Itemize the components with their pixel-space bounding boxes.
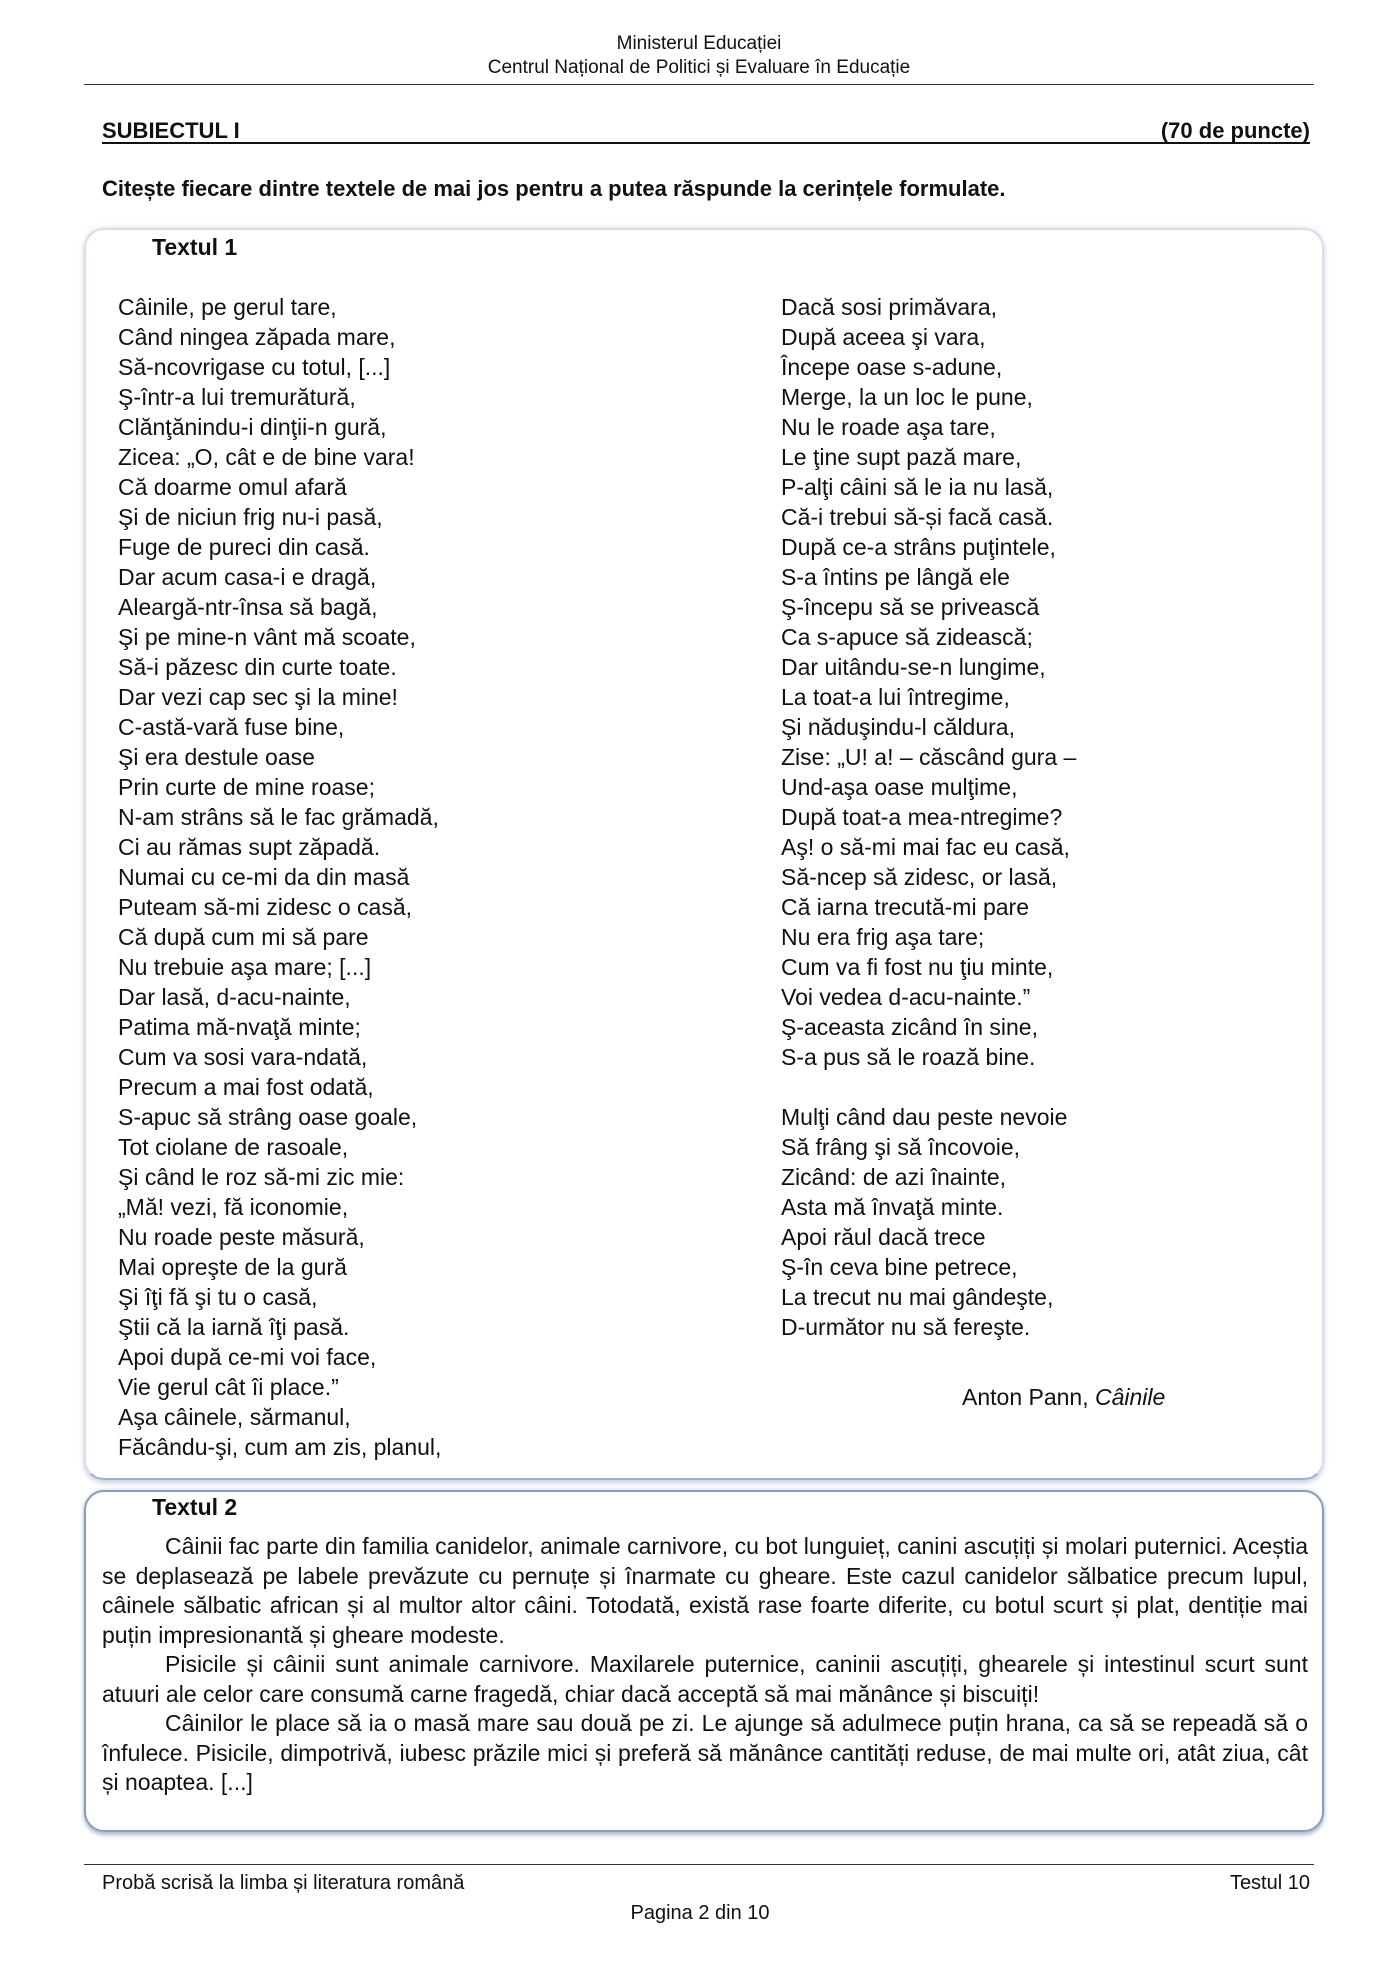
poem-line: Und-aşa oase mulţime, [781,774,1018,800]
poem-line: Apoi răul dacă trece [781,1224,986,1250]
poem-line: Aş! o să-mi mai fac eu casă, [781,834,1070,860]
poem-line: Să-i păzesc din curte toate. [118,654,397,680]
author-name: Anton Pann, [962,1384,1095,1410]
text2-body [102,1532,1308,1798]
poem-line: După aceea şi vara, [781,324,986,350]
poem-line: Ş-în ceva bine petrece, [781,1254,1018,1280]
poem-line: Nu trebuie aşa mare; [...] [118,954,372,980]
poem-line: Ş-aceasta zicând în sine, [781,1014,1038,1040]
poem-right-column [781,292,1076,1342]
poem-line: După toat-a mea-ntregime? [781,804,1063,830]
poem-line: Zise: „U! a! – căscând gura – [781,744,1077,770]
poem-line: Şi de niciun frig nu-i pasă, [118,504,383,530]
poem-line: Dar uitându-se-n lungime, [781,654,1046,680]
poem-line: Vie gerul cât îi place.” [118,1374,339,1400]
poem-line: Patima mă-nvaţă minte; [118,1014,361,1040]
poem-line: Mulţi când dau peste nevoie [781,1104,1068,1130]
header-divider [84,84,1314,85]
author-attribution [962,1384,1165,1411]
poem-line: La trecut nu mai gândeşte, [781,1284,1054,1310]
test-number: Testul 10 [1229,1872,1310,1894]
poem-line: N-am strâns să le fac grămadă, [118,804,439,830]
poem-line: Clănţănindu-i dinţii-n gură, [118,414,387,440]
poem-line: Ş-într-a lui tremurătură, [118,384,356,410]
footer-divider [84,1864,1314,1865]
poem-line: Numai cu ce-mi da din masă [118,864,410,890]
poem-line: După ce-a strâns puţintele, [781,534,1056,560]
work-title: Câinile [1095,1384,1166,1410]
poem-line: „Mă! vezi, fă iconomie, [118,1194,349,1220]
poem-line: Ca s-apuce să zidească; [781,624,1033,650]
poem-line: Voi vedea d-acu-nainte.” [781,984,1031,1010]
center-name: Centrul Național de Politici și Evaluare în Educație [487,57,911,78]
subject-heading [102,114,1310,144]
poem-line: Să-ncovrigase cu totul, [...] [118,354,391,380]
poem-line: Cum va fi fost nu ţiu minte, [781,954,1054,980]
subject-underline [102,142,1310,144]
poem-line: Să frâng şi să încovoie, [781,1134,1021,1160]
poem-line: Aleargă-ntr-însa să bagă, [118,594,378,620]
poem-line: Şi năduşindu-l căldura, [781,714,1015,740]
poem-line: Aşa câinele, sărmanul, [118,1404,351,1430]
page-number: Pagina 2 din 10 [630,1902,770,1924]
poem-line: Dar acum casa-i e dragă, [118,564,377,590]
poem-line: Ş-începu să se privească [781,594,1040,620]
poem-left-column [118,292,441,1462]
ministry-name: Ministerul Educației [616,33,782,54]
poem-line: Le ţine supt pază mare, [781,444,1022,470]
poem-line: Dar vezi cap sec şi la mine! [118,684,398,710]
poem-line: C-astă-vară fuse bine, [118,714,345,740]
poem-line: Zicând: de azi înainte, [781,1164,1007,1190]
poem-line: Asta mă învaţă minte. [781,1194,1004,1220]
poem-line: Nu roade peste măsură, [118,1224,365,1250]
instruction-text: Citește fiecare dintre textele de mai jos pentru a putea răspunde la cerințele formulate. [102,176,1006,201]
poem-line: D-următor nu să fereşte. [781,1314,1031,1340]
poem-line: Când ningea zăpada mare, [118,324,396,350]
paragraph: Câinilor le place să ia o masă mare sau două pe zi. Le ajunge să adulmece puțin hrana, ca să se repeadă să o înfulece. Pisicile, dimpotrivă, iubesc prăzile mici și preferă să mănânce cantități reduse, de mai multe ori, atât ziua, cât și noaptea. [...] [102,1710,1308,1795]
poem-line: Făcându-şi, cum am zis, planul, [118,1434,442,1460]
poem-line: Că doarme omul afară [118,474,347,500]
stanza-break [781,1072,1076,1102]
poem-line: La toat-a lui întregime, [781,684,1010,710]
poem-line: Începe oase s-adune, [781,354,1003,380]
poem-line: Să-ncep să zidesc, or lasă, [781,864,1058,890]
poem-line: Prin curte de mine roase; [118,774,375,800]
poem-line: Merge, la un loc le pune, [781,384,1033,410]
poem-line: Dar lasă, d-acu-nainte, [118,984,351,1010]
poem-line: Ci au rămas supt zăpadă. [118,834,381,860]
poem-line: Nu era frig aşa tare; [781,924,985,950]
poem-line: Că iarna trecută-mi pare [781,894,1029,920]
poem-line: Tot ciolane de rasoale, [118,1134,349,1160]
exam-name: Probă scrisă la limba și literatura română [102,1872,465,1894]
subject-points: (70 de puncte) [1160,118,1310,143]
poem-line: Mai opreşte de la gură [118,1254,347,1280]
paragraph: Pisicile și câinii sunt animale carnivore. Maxilarele puternice, caninii ascuțiți, ghearele și intestinul scurt sunt atuuri ale celor care consumă carne fragedă, chiar dacă acceptă să mai mănânce și biscuiți! [102,1651,1308,1707]
poem-line: Ştii că la iarnă îţi pasă. [118,1314,350,1340]
poem-line: Apoi după ce-mi voi face, [118,1344,377,1370]
poem-line: Puteam să-mi zidesc o casă, [118,894,413,920]
poem-line: Cum va sosi vara-ndată, [118,1044,368,1070]
poem-line: Şi pe mine-n vânt mă scoate, [118,624,416,650]
page-header [84,32,1314,80]
subject-title: SUBIECTUL I [102,118,240,143]
poem-line: P-alţi câini să le ia nu lasă, [781,474,1054,500]
poem-line: Câinile, pe gerul tare, [118,294,337,320]
poem-line: Precum a mai fost odată, [118,1074,374,1100]
poem-line: Dacă sosi primăvara, [781,294,998,320]
poem-line: Fuge de pureci din casă. [118,534,370,560]
poem-line: S-a întins pe lângă ele [781,564,1010,590]
paragraph: Câinii fac parte din familia canidelor, animale carnivore, cu bot lunguieț, canini ascuțiți și molari puternici. Aceștia se deplasează pe labele prevăzute cu pernuțe și înarmate cu gheare. Este cazul canidelor sălbatice precum lupul, câinele sălbatic african și al multor altor câini. Totodată, există rase foarte diferite, cu botul scurt și plat, dentiție mai puțin impresionantă și gheare modeste. [102,1533,1308,1648]
poem-line: Nu le roade aşa tare, [781,414,996,440]
text2-title: Textul 2 [152,1494,238,1520]
text1-title: Textul 1 [152,234,238,260]
poem-line: Şi era destule oase [118,744,315,770]
poem-line: Zicea: „O, cât e de bine vara! [118,444,415,470]
poem-line: Şi îţi fă şi tu o casă, [118,1284,318,1310]
poem-line: S-apuc să strâng oase goale, [118,1104,418,1130]
poem-line: Că-i trebui să-și facă casă. [781,504,1054,530]
poem-line: Şi când le roz să-mi zic mie: [118,1164,405,1190]
poem-line: S-a pus să le roază bine. [781,1044,1036,1070]
poem-line: Că după cum mi să pare [118,924,369,950]
